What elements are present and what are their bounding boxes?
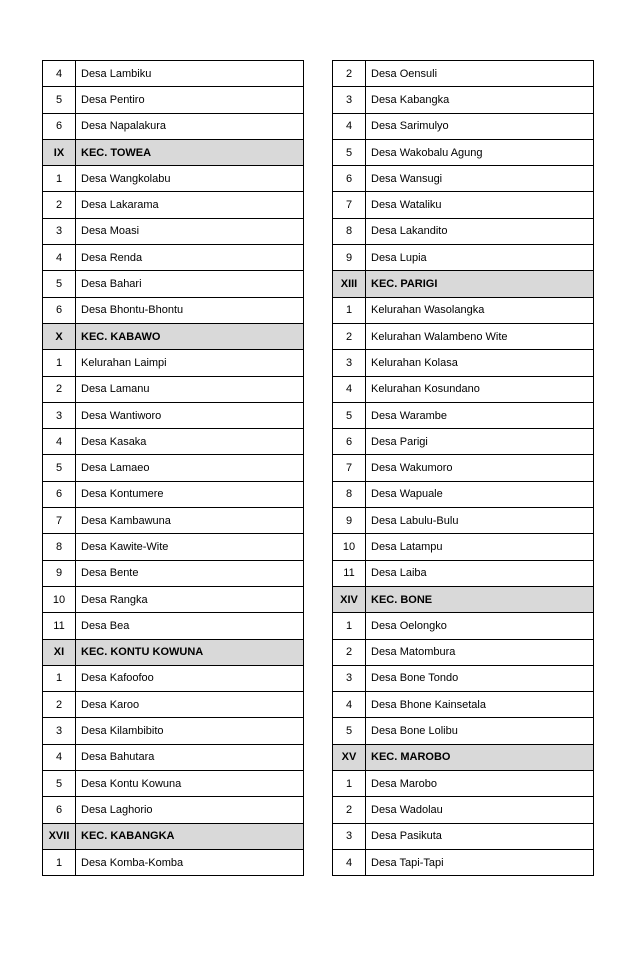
village-row bbox=[43, 245, 304, 271]
village-row bbox=[333, 113, 594, 139]
row-number: 1 bbox=[43, 166, 76, 192]
row-number: 10 bbox=[43, 586, 76, 612]
row-number: 6 bbox=[43, 113, 76, 139]
village-row bbox=[333, 823, 594, 849]
row-number: 2 bbox=[43, 376, 76, 402]
row-number: 4 bbox=[333, 849, 366, 875]
row-number: 8 bbox=[43, 534, 76, 560]
village-row bbox=[43, 271, 304, 297]
village-name: Desa Wantiworo bbox=[76, 402, 304, 428]
village-name: Desa Bea bbox=[76, 613, 304, 639]
district-name: KEC. MAROBO bbox=[366, 744, 594, 770]
left-village-table bbox=[42, 60, 304, 876]
row-number: 10 bbox=[333, 534, 366, 560]
village-row bbox=[333, 613, 594, 639]
village-name: Desa Laiba bbox=[366, 560, 594, 586]
village-row bbox=[333, 350, 594, 376]
row-number: 6 bbox=[333, 166, 366, 192]
row-number: 4 bbox=[333, 692, 366, 718]
village-row bbox=[43, 218, 304, 244]
village-row bbox=[333, 323, 594, 349]
district-header-row bbox=[333, 586, 594, 612]
village-row bbox=[333, 849, 594, 875]
village-row bbox=[43, 113, 304, 139]
row-number: 9 bbox=[333, 508, 366, 534]
village-row bbox=[333, 297, 594, 323]
district-name: KEC. KABANGKA bbox=[76, 823, 304, 849]
village-name: Desa Wakumoro bbox=[366, 455, 594, 481]
row-number: 8 bbox=[333, 218, 366, 244]
row-number: 5 bbox=[333, 402, 366, 428]
village-name: Desa Bente bbox=[76, 560, 304, 586]
village-row bbox=[333, 376, 594, 402]
row-number: 1 bbox=[43, 665, 76, 691]
village-row bbox=[43, 692, 304, 718]
village-name: Desa Pentiro bbox=[76, 87, 304, 113]
village-name: Kelurahan Kolasa bbox=[366, 350, 594, 376]
village-name: Desa Lupia bbox=[366, 245, 594, 271]
village-row bbox=[333, 771, 594, 797]
village-name: Desa Marobo bbox=[366, 771, 594, 797]
row-number: 6 bbox=[43, 297, 76, 323]
village-name: Desa Wataliku bbox=[366, 192, 594, 218]
district-number: XI bbox=[43, 639, 76, 665]
village-row bbox=[333, 797, 594, 823]
district-number: X bbox=[43, 323, 76, 349]
village-row bbox=[43, 586, 304, 612]
village-name: Desa Warambe bbox=[366, 402, 594, 428]
village-row bbox=[333, 534, 594, 560]
village-row bbox=[333, 87, 594, 113]
village-row bbox=[43, 297, 304, 323]
row-number: 5 bbox=[333, 139, 366, 165]
district-header-row bbox=[43, 823, 304, 849]
village-row bbox=[43, 429, 304, 455]
village-name: Kelurahan Wasolangka bbox=[366, 297, 594, 323]
row-number: 4 bbox=[333, 113, 366, 139]
village-row bbox=[43, 61, 304, 87]
district-header-row bbox=[43, 139, 304, 165]
row-number: 4 bbox=[43, 245, 76, 271]
row-number: 7 bbox=[43, 508, 76, 534]
village-row bbox=[333, 508, 594, 534]
row-number: 7 bbox=[333, 192, 366, 218]
village-name: Desa Bone Lolibu bbox=[366, 718, 594, 744]
row-number: 6 bbox=[43, 481, 76, 507]
village-name: Desa Kafoofoo bbox=[76, 665, 304, 691]
row-number: 8 bbox=[333, 481, 366, 507]
village-row bbox=[333, 61, 594, 87]
village-row bbox=[43, 560, 304, 586]
district-number: XV bbox=[333, 744, 366, 770]
village-row bbox=[333, 429, 594, 455]
village-name: Desa Kontumere bbox=[76, 481, 304, 507]
village-row bbox=[43, 350, 304, 376]
row-number: 11 bbox=[333, 560, 366, 586]
village-name: Desa Bhone Kainsetala bbox=[366, 692, 594, 718]
row-number: 2 bbox=[333, 797, 366, 823]
village-row bbox=[333, 139, 594, 165]
village-name: Desa Kasaka bbox=[76, 429, 304, 455]
right-village-table bbox=[332, 60, 594, 876]
village-row bbox=[43, 744, 304, 770]
village-name: Desa Renda bbox=[76, 245, 304, 271]
village-row bbox=[333, 402, 594, 428]
district-header-row bbox=[333, 271, 594, 297]
village-name: Desa Lakandito bbox=[366, 218, 594, 244]
village-name: Desa Parigi bbox=[366, 429, 594, 455]
row-number: 6 bbox=[333, 429, 366, 455]
row-number: 3 bbox=[333, 87, 366, 113]
row-number: 4 bbox=[43, 61, 76, 87]
row-number: 1 bbox=[333, 297, 366, 323]
village-name: Desa Pasikuta bbox=[366, 823, 594, 849]
district-header-row bbox=[333, 744, 594, 770]
village-row bbox=[43, 455, 304, 481]
row-number: 3 bbox=[333, 350, 366, 376]
village-row bbox=[43, 166, 304, 192]
village-name: Desa Kontu Kowuna bbox=[76, 771, 304, 797]
district-name: KEC. TOWEA bbox=[76, 139, 304, 165]
village-row bbox=[43, 718, 304, 744]
village-name: Kelurahan Kosundano bbox=[366, 376, 594, 402]
village-name: Desa Matombura bbox=[366, 639, 594, 665]
row-number: 3 bbox=[333, 665, 366, 691]
village-name: Desa Tapi-Tapi bbox=[366, 849, 594, 875]
district-number: IX bbox=[43, 139, 76, 165]
village-name: Desa Kabangka bbox=[366, 87, 594, 113]
village-row bbox=[43, 771, 304, 797]
row-number: 11 bbox=[43, 613, 76, 639]
village-row bbox=[43, 481, 304, 507]
village-name: Desa Komba-Komba bbox=[76, 849, 304, 875]
district-header-row bbox=[43, 639, 304, 665]
row-number: 7 bbox=[333, 455, 366, 481]
row-number: 5 bbox=[43, 271, 76, 297]
village-name: Desa Lambiku bbox=[76, 61, 304, 87]
row-number: 4 bbox=[333, 376, 366, 402]
village-name: Desa Napalakura bbox=[76, 113, 304, 139]
row-number: 9 bbox=[333, 245, 366, 271]
row-number: 2 bbox=[333, 61, 366, 87]
village-name: Desa Moasi bbox=[76, 218, 304, 244]
village-row bbox=[333, 639, 594, 665]
village-name: Desa Lamaeo bbox=[76, 455, 304, 481]
village-name: Kelurahan Laimpi bbox=[76, 350, 304, 376]
row-number: 2 bbox=[333, 639, 366, 665]
village-name: Desa Rangka bbox=[76, 586, 304, 612]
village-name: Desa Bahutara bbox=[76, 744, 304, 770]
village-row bbox=[43, 402, 304, 428]
district-number: XIV bbox=[333, 586, 366, 612]
village-row bbox=[333, 166, 594, 192]
village-row bbox=[333, 192, 594, 218]
village-row bbox=[333, 560, 594, 586]
village-name: Desa Lakarama bbox=[76, 192, 304, 218]
row-number: 9 bbox=[43, 560, 76, 586]
village-row bbox=[43, 534, 304, 560]
village-name: Desa Sarimulyo bbox=[366, 113, 594, 139]
row-number: 3 bbox=[43, 402, 76, 428]
village-row bbox=[43, 192, 304, 218]
district-name: KEC. BONE bbox=[366, 586, 594, 612]
row-number: 1 bbox=[333, 613, 366, 639]
row-number: 6 bbox=[43, 797, 76, 823]
village-name: Desa Bahari bbox=[76, 271, 304, 297]
village-name: Desa Wansugi bbox=[366, 166, 594, 192]
row-number: 1 bbox=[43, 849, 76, 875]
district-name: KEC. PARIGI bbox=[366, 271, 594, 297]
village-row bbox=[333, 245, 594, 271]
village-name: Desa Bone Tondo bbox=[366, 665, 594, 691]
village-row bbox=[43, 376, 304, 402]
row-number: 5 bbox=[43, 455, 76, 481]
village-row bbox=[43, 849, 304, 875]
village-name: Desa Lamanu bbox=[76, 376, 304, 402]
village-name: Desa Karoo bbox=[76, 692, 304, 718]
village-name: Desa Wapuale bbox=[366, 481, 594, 507]
row-number: 5 bbox=[43, 87, 76, 113]
district-name: KEC. KONTU KOWUNA bbox=[76, 639, 304, 665]
village-row bbox=[43, 508, 304, 534]
row-number: 4 bbox=[43, 744, 76, 770]
village-name: Desa Kawite-Wite bbox=[76, 534, 304, 560]
village-name: Desa Kilambibito bbox=[76, 718, 304, 744]
village-row bbox=[43, 613, 304, 639]
district-number: XIII bbox=[333, 271, 366, 297]
village-name: Desa Oensuli bbox=[366, 61, 594, 87]
village-name: Desa Laghorio bbox=[76, 797, 304, 823]
village-name: Kelurahan Walambeno Wite bbox=[366, 323, 594, 349]
row-number: 2 bbox=[43, 192, 76, 218]
village-name: Desa Labulu-Bulu bbox=[366, 508, 594, 534]
row-number: 1 bbox=[333, 771, 366, 797]
district-header-row bbox=[43, 323, 304, 349]
village-row bbox=[43, 87, 304, 113]
village-row bbox=[333, 665, 594, 691]
row-number: 1 bbox=[43, 350, 76, 376]
village-name: Desa Wangkolabu bbox=[76, 166, 304, 192]
row-number: 2 bbox=[43, 692, 76, 718]
row-number: 5 bbox=[333, 718, 366, 744]
village-name: Desa Kambawuna bbox=[76, 508, 304, 534]
row-number: 4 bbox=[43, 429, 76, 455]
village-row bbox=[333, 692, 594, 718]
row-number: 3 bbox=[333, 823, 366, 849]
row-number: 3 bbox=[43, 218, 76, 244]
village-name: Desa Latampu bbox=[366, 534, 594, 560]
village-name: Desa Wakobalu Agung bbox=[366, 139, 594, 165]
village-name: Desa Bhontu-Bhontu bbox=[76, 297, 304, 323]
district-name: KEC. KABAWO bbox=[76, 323, 304, 349]
village-name: Desa Wadolau bbox=[366, 797, 594, 823]
village-row bbox=[333, 218, 594, 244]
village-row bbox=[43, 665, 304, 691]
row-number: 2 bbox=[333, 323, 366, 349]
village-name: Desa Oelongko bbox=[366, 613, 594, 639]
village-row bbox=[333, 455, 594, 481]
village-row bbox=[43, 797, 304, 823]
district-number: XVII bbox=[43, 823, 76, 849]
village-row bbox=[333, 718, 594, 744]
row-number: 5 bbox=[43, 771, 76, 797]
village-row bbox=[333, 481, 594, 507]
row-number: 3 bbox=[43, 718, 76, 744]
